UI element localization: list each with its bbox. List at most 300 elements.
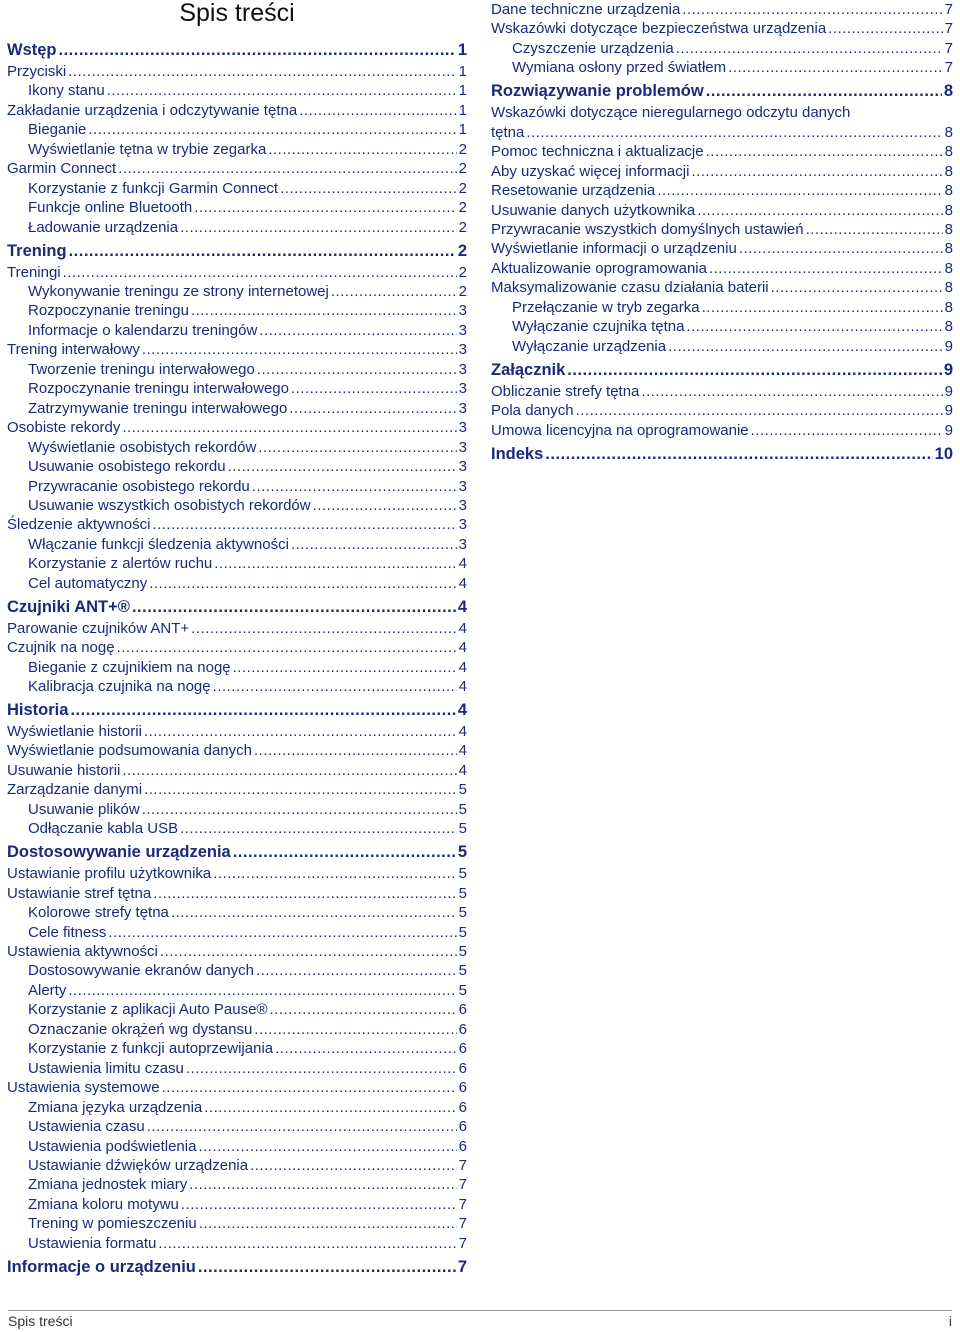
toc-entry-page: 6 — [458, 1098, 467, 1116]
toc-entry[interactable] — [28, 477, 467, 496]
toc-entry[interactable] — [491, 278, 953, 297]
toc-entry-page: 3 — [458, 477, 467, 495]
toc-entry-page: 3 — [458, 516, 467, 534]
toc-entry[interactable] — [491, 181, 953, 200]
toc-dot-leader — [122, 418, 456, 437]
toc-entry-label: Wymiana osłony przed światłem — [512, 59, 727, 77]
toc-entry-label: Trening — [7, 241, 67, 260]
toc-dot-leader — [668, 337, 943, 356]
toc-dot-leader — [828, 19, 943, 38]
toc-entry-page: 7 — [944, 39, 953, 57]
toc-entry[interactable] — [28, 179, 467, 198]
toc-dot-leader — [257, 360, 457, 379]
toc-dot-leader — [162, 1078, 457, 1097]
toc-dot-leader — [268, 140, 456, 159]
toc-dot-leader — [806, 220, 943, 239]
toc-entry-label: Pomoc techniczna i aktualizacje — [491, 143, 704, 161]
toc-entry-label: Oznaczanie okrążeń wg dystansu — [28, 1020, 253, 1038]
toc-entry[interactable] — [7, 619, 467, 638]
toc-entry-page: 3 — [458, 341, 467, 359]
toc-dot-leader — [657, 181, 942, 200]
toc-dot-leader — [191, 619, 456, 638]
toc-entry[interactable] — [28, 198, 467, 217]
toc-entry-page: 2 — [458, 199, 467, 217]
toc-entry[interactable] — [491, 421, 953, 440]
toc-entry[interactable] — [28, 923, 467, 942]
toc-dot-leader — [728, 58, 943, 77]
toc-dot-leader — [118, 159, 456, 178]
toc-entry[interactable] — [28, 535, 467, 554]
toc-entry[interactable] — [491, 382, 953, 401]
toc-entry-page: 5 — [457, 843, 467, 862]
toc-entry-page: 1 — [458, 121, 467, 139]
toc-dot-leader — [63, 263, 457, 282]
toc-entry-page: 10 — [934, 444, 953, 463]
toc-entry[interactable] — [491, 19, 953, 38]
toc-entry[interactable] — [28, 1175, 467, 1194]
toc-entry-page: 8 — [944, 298, 953, 316]
toc-entry-page: 2 — [458, 263, 467, 281]
toc-entry[interactable] — [7, 159, 467, 178]
toc-entry-page: 8 — [943, 82, 953, 101]
toc-dot-leader — [280, 179, 457, 198]
toc-entry-label: Korzystanie z alertów ruchu — [28, 555, 213, 573]
toc-entry[interactable] — [7, 515, 467, 534]
toc-entry-label: Garmin Connect — [7, 160, 117, 178]
toc-dot-leader — [691, 162, 942, 181]
toc-entry[interactable] — [491, 0, 953, 19]
toc-dot-leader — [576, 401, 943, 420]
toc-entry[interactable] — [7, 761, 467, 780]
toc-entry-label: Usuwanie osobistego rekordu — [28, 458, 226, 476]
toc-entry-label: Zarządzanie danymi — [7, 781, 143, 799]
toc-dot-leader — [299, 101, 456, 120]
toc-entry-label: Czyszczenie urządzenia — [512, 39, 674, 57]
toc-entry[interactable] — [28, 399, 467, 418]
toc-dot-leader — [181, 1195, 457, 1214]
toc-entry-label: Dostosowywanie ekranów danych — [28, 962, 254, 980]
toc-entry-label: Usuwanie historii — [7, 761, 121, 779]
toc-dot-leader — [198, 1137, 456, 1156]
toc-dot-leader — [291, 535, 457, 554]
toc-entry[interactable] — [491, 162, 953, 181]
toc-entry-page: 5 — [458, 820, 467, 838]
toc-entry-page: 4 — [458, 742, 467, 760]
toc-entry-page: 1 — [457, 41, 467, 59]
toc-entry-page: 4 — [458, 658, 467, 676]
toc-entry-label: Cele fitness — [28, 923, 107, 941]
toc-entry-label: Indeks — [491, 444, 544, 463]
toc-entry-page: 2 — [457, 241, 467, 260]
toc-entry[interactable] — [491, 142, 953, 161]
toc-entry[interactable] — [28, 1137, 467, 1156]
toc-entry-page: 8 — [944, 318, 953, 336]
toc-entry[interactable] — [28, 677, 467, 696]
toc-dot-leader — [291, 379, 457, 398]
toc-entry-label: Treningi — [7, 263, 61, 281]
toc-entry-page: 4 — [458, 678, 467, 696]
toc-entry[interactable] — [28, 360, 467, 379]
toc-entry[interactable] — [7, 41, 467, 60]
toc-dot-leader — [180, 819, 457, 838]
toc-entry[interactable] — [28, 438, 467, 457]
toc-entry-label: Informacje o urządzeniu — [7, 1257, 196, 1276]
toc-entry-label: Usuwanie danych użytkownika — [491, 201, 696, 219]
toc-entry-label: Pola danych — [491, 402, 574, 420]
toc-entry-label: Śledzenie aktywności — [7, 516, 151, 534]
toc-entry-page: 9 — [944, 382, 953, 400]
toc-entry[interactable] — [491, 201, 953, 220]
toc-entry[interactable] — [491, 361, 953, 380]
toc-entry[interactable] — [28, 457, 467, 476]
toc-dot-leader — [233, 843, 456, 862]
toc-dot-leader — [706, 82, 942, 101]
toc-entry[interactable] — [491, 123, 953, 142]
toc-entry[interactable] — [28, 981, 467, 1000]
toc-dot-leader — [270, 1000, 457, 1019]
toc-entry-page: 8 — [944, 201, 953, 219]
toc-entry-label: Funkcje online Bluetooth — [28, 199, 193, 217]
footer-page-number: i — [948, 1313, 952, 1329]
toc-entry[interactable] — [28, 574, 467, 593]
toc-entry[interactable] — [28, 1156, 467, 1175]
toc-dot-leader — [254, 741, 457, 760]
toc-dot-leader — [706, 142, 943, 161]
toc-entry-page: 4 — [457, 701, 467, 719]
toc-entry-page: 5 — [458, 865, 467, 883]
toc-entry-page: 3 — [458, 360, 467, 378]
toc-entry-page: 4 — [457, 597, 467, 616]
toc-entry-label: Wskazówki dotyczące nieregularnego odczytu danych — [491, 104, 851, 122]
toc-entry[interactable] — [491, 445, 953, 464]
toc-dot-leader — [149, 574, 456, 593]
toc-dot-leader — [739, 239, 943, 258]
toc-entry-page: 1 — [458, 101, 467, 119]
toc-entry[interactable] — [491, 239, 953, 258]
toc-entry[interactable] — [491, 82, 953, 101]
toc-entry-label: Wyświetlanie historii — [7, 723, 142, 740]
toc-entry[interactable] — [28, 658, 467, 677]
toc-entry-page: 6 — [458, 1040, 467, 1058]
toc-entry-page: 8 — [944, 259, 953, 277]
toc-dot-leader — [147, 1117, 457, 1136]
toc-entry-label: Aby uzyskać więcej informacji — [491, 162, 690, 180]
toc-dot-leader — [289, 399, 456, 418]
toc-entry[interactable] — [28, 81, 467, 100]
toc-entry-page: 8 — [944, 221, 953, 238]
toc-entry[interactable] — [512, 337, 953, 356]
toc-entry-page: 9 — [944, 421, 953, 439]
toc-entry-label: Wyświetlanie osobistych rekordów — [28, 438, 257, 456]
toc-entry-page: 3 — [458, 458, 467, 476]
toc-dot-leader — [676, 39, 943, 58]
toc-entry[interactable] — [512, 298, 953, 317]
toc-entry[interactable] — [28, 1000, 467, 1019]
toc-entry[interactable] — [28, 496, 467, 515]
toc-entry-page: 5 — [458, 800, 467, 818]
toc-entry-label: Przełączanie w tryb zegarka — [512, 298, 700, 316]
toc-entry[interactable] — [28, 1039, 467, 1058]
toc-dot-leader — [194, 198, 456, 217]
toc-dot-leader — [152, 515, 456, 534]
toc-entry-label: Zatrzymywanie treningu interwałowego — [28, 399, 288, 417]
toc-dot-leader — [59, 41, 456, 60]
toc-entry-label: Ustawienia limitu czasu — [28, 1059, 184, 1077]
toc-dot-leader — [117, 638, 457, 657]
toc-dot-leader — [144, 722, 457, 741]
toc-dot-leader — [254, 1020, 456, 1039]
toc-dot-leader — [180, 218, 457, 237]
toc-entry-label: Wyświetlanie tętna w trybie zegarka — [28, 140, 267, 158]
toc-entry-label: Ustawienia aktywności — [7, 943, 158, 960]
toc-entry-page: 5 — [458, 923, 467, 941]
toc-dot-leader — [68, 62, 456, 81]
toc-entry[interactable] — [491, 401, 953, 420]
toc-dot-leader — [258, 438, 456, 457]
toc-dot-leader — [214, 554, 456, 573]
toc-entry-page: 5 — [458, 781, 467, 799]
toc-entry[interactable] — [28, 1059, 467, 1078]
toc-entry-page: 3 — [458, 380, 467, 398]
toc-dot-leader — [68, 981, 456, 1000]
toc-entry[interactable] — [7, 843, 467, 862]
toc-entry-label: Zmiana jednostek miary — [28, 1176, 188, 1194]
toc-entry[interactable] — [7, 780, 467, 799]
toc-entry-label: Zakładanie urządzenia i odczytywanie tętna — [7, 101, 298, 119]
toc-entry[interactable] — [28, 800, 467, 819]
toc-entry[interactable] — [512, 317, 953, 336]
toc-dot-leader — [144, 780, 457, 799]
toc-entry[interactable] — [491, 259, 953, 278]
toc-entry[interactable] — [7, 884, 467, 903]
toc-dot-leader — [199, 1214, 457, 1233]
toc-entry-page: 7 — [458, 1195, 467, 1213]
toc-entry-page: 6 — [458, 1059, 467, 1077]
footer-section-title: Spis treści — [8, 1313, 73, 1329]
toc-entry[interactable] — [28, 120, 467, 139]
toc-entry-page: 8 — [944, 279, 953, 297]
toc-entry[interactable] — [28, 961, 467, 980]
toc-entry-page: 5 — [458, 943, 467, 960]
toc-entry-label: Obliczanie strefy tętna — [491, 382, 640, 400]
toc-entry[interactable] — [7, 418, 467, 437]
toc-entry-label: Przywracanie wszystkich domyślnych ustawień — [491, 221, 804, 238]
toc-entry-page: 2 — [458, 218, 467, 236]
toc-entry-label: Odłączanie kabla USB — [28, 820, 179, 838]
page-title: Spis treści — [179, 0, 295, 27]
toc-entry-page: 7 — [944, 20, 953, 38]
toc-dot-leader — [213, 864, 456, 883]
toc-entry-label: Czujnik na nogę — [7, 639, 115, 657]
toc-entry-label: Ustawienia systemowe — [7, 1079, 160, 1097]
toc-entry-page: 4 — [458, 761, 467, 779]
toc-entry-page: 9 — [943, 360, 953, 379]
toc-entry-page: 5 — [458, 962, 467, 980]
toc-entry[interactable] — [7, 101, 467, 120]
toc-entry-label: Historia — [7, 701, 69, 719]
toc-entry-label: Wyświetlanie podsumowania danych — [7, 742, 252, 760]
toc-entry[interactable] — [28, 1234, 467, 1253]
toc-dot-leader — [751, 421, 943, 440]
toc-dot-leader — [250, 1156, 457, 1175]
toc-entry-page: 7 — [458, 1156, 467, 1174]
toc-entry-page: 6 — [458, 1001, 467, 1019]
toc-entry-page: 5 — [458, 884, 467, 902]
toc-dot-leader — [641, 382, 942, 401]
toc-entry-label: Ładowanie urządzenia — [28, 218, 179, 236]
toc-entry-page: 7 — [944, 59, 953, 77]
toc-entry[interactable] — [7, 942, 467, 961]
toc-entry-label: Wyłączanie urządzenia — [512, 337, 667, 355]
toc-entry[interactable] — [7, 340, 467, 359]
footer-divider — [8, 1310, 952, 1311]
toc-dot-leader — [313, 496, 457, 515]
toc-entry-label: Zmiana koloru motywu — [28, 1195, 179, 1213]
toc-entry-label: Usuwanie plików — [28, 800, 140, 818]
toc-entry[interactable] — [28, 1195, 467, 1214]
toc-entry[interactable] — [7, 598, 467, 617]
toc-dot-leader — [171, 903, 457, 922]
toc-entry[interactable] — [7, 722, 467, 741]
toc-entry[interactable] — [491, 220, 953, 239]
toc-entry[interactable] — [28, 282, 467, 301]
toc-entry-label: Korzystanie z funkcji Garmin Connect — [28, 179, 279, 197]
toc-entry[interactable] — [28, 218, 467, 237]
toc-entry-label: tętna — [491, 123, 525, 141]
toc-entry-label: Ustawienia podświetlenia — [28, 1137, 197, 1155]
toc-dot-leader — [213, 677, 457, 696]
toc-entry[interactable] — [7, 263, 467, 282]
toc-dot-leader — [567, 361, 942, 380]
toc-entry[interactable] — [28, 379, 467, 398]
toc-entry-page: 7 — [458, 1215, 467, 1233]
toc-entry-label: Ustawianie dźwięków urządzenia — [28, 1156, 249, 1174]
toc-entry[interactable] — [28, 1117, 467, 1136]
toc-entry[interactable] — [28, 1214, 467, 1233]
toc-dot-leader — [142, 800, 457, 819]
toc-entry-page: 4 — [458, 723, 467, 740]
toc-entry-page: 8 — [944, 123, 953, 141]
toc-dot-leader — [771, 278, 943, 297]
toc-entry-label: Ustawienia czasu — [28, 1118, 145, 1136]
toc-entry[interactable] — [7, 638, 467, 657]
toc-entry-page: 6 — [458, 1079, 467, 1097]
toc-entry-page: 3 — [458, 302, 467, 320]
toc-dot-leader — [252, 477, 457, 496]
toc-dot-leader — [204, 1098, 456, 1117]
toc-entry-page: 2 — [458, 283, 467, 300]
toc-entry[interactable] — [7, 701, 467, 720]
toc-entry[interactable] — [28, 301, 467, 320]
toc-entry-label: Dane techniczne urządzenia — [491, 1, 681, 18]
toc-entry-label: Czujniki ANT+® — [7, 597, 130, 616]
toc-entry-label: Informacje o kalendarzu treningów — [28, 321, 258, 339]
toc-entry-label: Przyciski — [7, 63, 67, 80]
toc-entry-page: 7 — [944, 1, 953, 18]
toc-entry-label: Tworzenie treningu interwałowego — [28, 360, 255, 378]
toc-entry[interactable] — [7, 62, 467, 81]
toc-entry[interactable] — [7, 864, 467, 883]
toc-entry-page: 6 — [458, 1020, 467, 1038]
toc-dot-leader — [160, 942, 457, 961]
toc-entry-label: Kolorowe strefy tętna — [28, 904, 169, 922]
toc-entry-label: Umowa licencyjna na oprogramowanie — [491, 421, 749, 439]
toc-entry-page: 2 — [458, 179, 467, 197]
toc-entry-label: Rozpoczynanie treningu — [28, 302, 189, 320]
toc-entry[interactable] — [7, 1078, 467, 1097]
toc-entry[interactable] — [28, 554, 467, 573]
toc-dot-leader — [233, 658, 457, 677]
toc-entry-page: 3 — [458, 438, 467, 456]
toc-dot-leader — [709, 259, 943, 278]
toc-entry[interactable] — [7, 741, 467, 760]
toc-entry[interactable] — [28, 819, 467, 838]
toc-entry-page: 1 — [458, 82, 467, 100]
toc-entry-label: Wyłączanie czujnika tętna — [512, 318, 685, 336]
toc-dot-leader — [88, 120, 456, 139]
toc-entry-label: Resetowanie urządzenia — [491, 182, 656, 200]
toc-entry-label: Ustawianie stref tętna — [7, 884, 152, 902]
toc-entry[interactable] — [28, 1020, 467, 1039]
toc-entry-label: Korzystanie z aplikacji Auto Pause® — [28, 1001, 268, 1019]
toc-entry-page: 3 — [458, 419, 467, 437]
toc-entry-page: 3 — [458, 535, 467, 553]
toc-dot-leader — [275, 1039, 457, 1058]
toc-entry-label: Załącznik — [491, 360, 566, 379]
toc-entry-page: 5 — [458, 904, 467, 922]
toc-dot-leader — [686, 317, 942, 336]
toc-dot-leader — [189, 1175, 456, 1194]
toc-entry[interactable] — [7, 242, 467, 261]
toc-entry-label: Usuwanie wszystkich osobistych rekordów — [28, 496, 311, 514]
toc-entry[interactable] — [28, 1098, 467, 1117]
toc-entry-page: 7 — [457, 1257, 467, 1276]
toc-entry-label: Włączanie funkcji śledzenia aktywności — [28, 535, 289, 553]
toc-entry-label: Maksymalizowanie czasu działania baterii — [491, 279, 769, 297]
toc-entry-page: 5 — [458, 981, 467, 999]
toc-entry-page: 8 — [944, 182, 953, 200]
toc-entry-label: Wyświetlanie informacji o urządzeniu — [491, 240, 737, 258]
toc-entry-label: Bieganie — [28, 121, 87, 139]
toc-entry-page: 2 — [458, 160, 467, 178]
toc-dot-leader — [198, 1258, 456, 1277]
toc-entry-label: Trening w pomieszczeniu — [28, 1215, 197, 1233]
toc-entry-page: 6 — [458, 1118, 467, 1136]
toc-entry[interactable] — [28, 903, 467, 922]
toc-entry-label: Zmiana języka urządzenia — [28, 1098, 203, 1116]
toc-entry-page: 8 — [944, 143, 953, 161]
toc-entry[interactable] — [7, 1258, 467, 1277]
toc-entry[interactable] — [512, 58, 953, 77]
toc-dot-leader — [158, 1234, 456, 1253]
toc-entry-label: Wskazówki dotyczące bezpieczeństwa urządzenia — [491, 20, 827, 38]
toc-entry[interactable] — [512, 39, 953, 58]
toc-dot-leader — [153, 884, 456, 903]
toc-entry-page: 8 — [944, 240, 953, 258]
toc-entry-label: Dostosowywanie urządzenia — [7, 843, 231, 862]
toc-dot-leader — [682, 0, 942, 19]
toc-entry-page: 9 — [944, 337, 953, 355]
toc-entry-page: 9 — [944, 402, 953, 420]
toc-entry-label: Korzystanie z funkcji autoprzewijania — [28, 1040, 274, 1058]
toc-entry[interactable] — [28, 321, 467, 340]
toc-entry-label: Kalibracja czujnika na nogę — [28, 678, 211, 696]
toc-entry[interactable] — [28, 140, 467, 159]
toc-dot-leader — [526, 123, 942, 142]
toc-entry-label: Ustawianie profilu użytkownika — [7, 865, 212, 883]
toc-dot-leader — [545, 445, 932, 464]
toc-entry[interactable] — [491, 103, 953, 122]
